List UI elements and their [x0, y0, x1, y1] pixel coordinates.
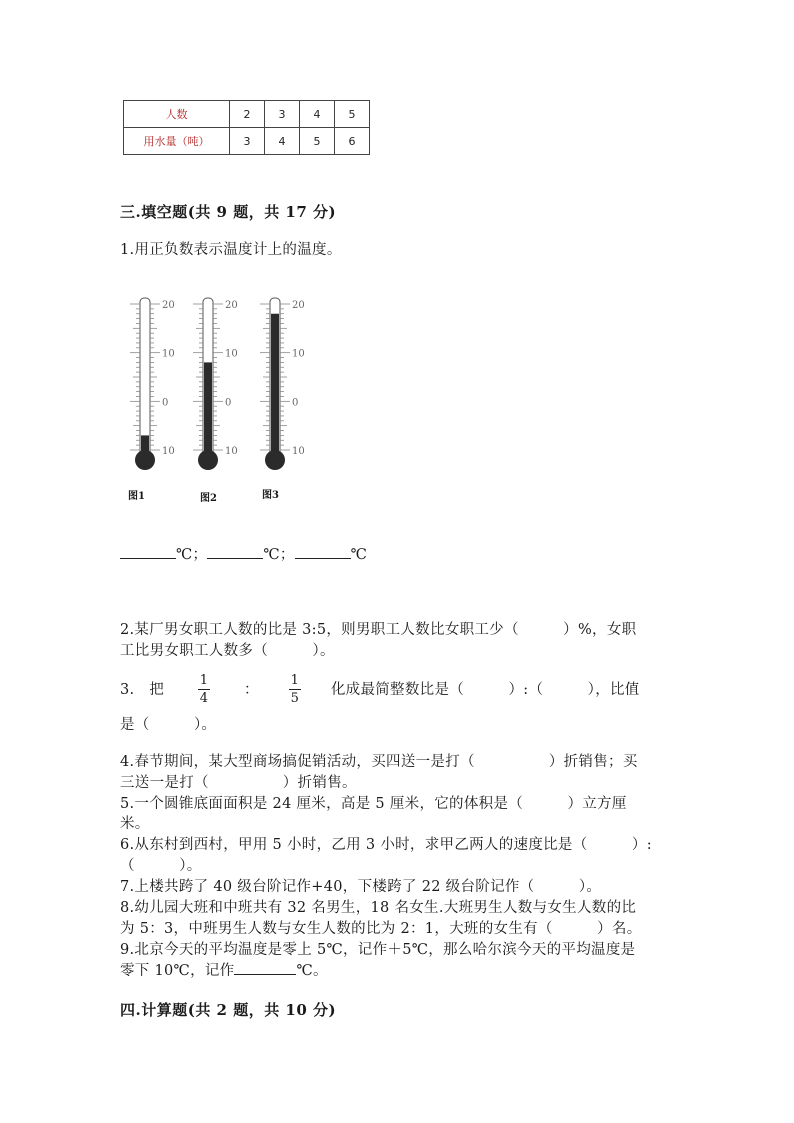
- thermometer-scale-label: 10: [292, 446, 305, 457]
- question-4-line-1: 4.春节期间，某大型商场搞促销活动，买四送一是打（ ）折销售；买: [120, 754, 638, 770]
- thermometer-bulb: [265, 450, 285, 470]
- table-row: [124, 128, 370, 155]
- thermometer-scale-label: 0: [292, 397, 299, 409]
- table-cell: 2: [230, 101, 265, 128]
- thermometer-scale-label: 20: [292, 300, 305, 311]
- fraction-denominator: 4: [199, 691, 209, 706]
- question-3-prefix: 3. 把: [120, 681, 165, 698]
- thermometer-scale-label: 10: [162, 348, 175, 360]
- thermometer-label: 图3: [262, 490, 279, 501]
- answer-blank[interactable]: [234, 960, 296, 975]
- unit-label: ℃；: [176, 547, 208, 563]
- section-title: 四.计算题(共 2 题，共 10 分): [120, 1001, 337, 1019]
- question-5-line-1: 5.一个圆锥底面面积是 24 厘米，高是 5 厘米，它的体积是（ ）立方厘: [120, 796, 627, 812]
- thermometer-bulb: [135, 450, 155, 470]
- question-1-text: 1.用正负数表示温度计上的温度。: [120, 242, 342, 258]
- question-9-prefix: 零下 10℃，记作: [120, 963, 235, 979]
- thermometer-scale-label: 10: [225, 348, 238, 360]
- question-6-line-1: 6.从东村到西村，甲用 5 小时，乙用 3 小时，求甲乙两人的速度比是（ ）:: [120, 837, 652, 853]
- table-cell: 6: [335, 128, 370, 155]
- ratio-colon: ：: [244, 681, 259, 698]
- fraction-numerator: 1: [199, 673, 209, 688]
- thermometer-scale-label: 10: [162, 446, 175, 457]
- question-4-line-2: 三送一是打（ ）折销售。: [120, 775, 357, 791]
- answer-blank[interactable]: [207, 544, 263, 559]
- question-6-line-2: （ ）。: [120, 858, 202, 874]
- thermometer-scale-label: 10: [225, 446, 238, 457]
- question-1-answers: [120, 544, 367, 566]
- question-5-line-2: 米。: [120, 816, 150, 832]
- thermometer-tube: [140, 298, 150, 456]
- fraction-numerator: 1: [290, 673, 300, 688]
- thermometers-figure: [120, 290, 340, 510]
- table-cell: 4: [300, 101, 335, 128]
- table-cell: 3: [230, 128, 265, 155]
- table-cell: 4: [265, 128, 300, 155]
- question-7-line-1: 7.上楼共跨了 40 级台阶记作+40，下楼跨了 22 级台阶记作（ ）。: [120, 879, 602, 895]
- thermometer-scale-label: 10: [292, 348, 305, 360]
- unit-label: ℃；: [263, 547, 295, 563]
- question-2-line-2: 工比男女职工人数多（ ）。: [120, 643, 335, 659]
- thermometer-label: 图2: [200, 493, 217, 504]
- fraction-denominator: 5: [290, 691, 300, 706]
- thermometer-1: [130, 298, 175, 470]
- question-9-line-1: 9.北京今天的平均温度是零上 5℃，记作＋5℃，那么哈尔滨今天的平均温度是: [120, 942, 636, 958]
- answer-blank[interactable]: [120, 544, 176, 559]
- answer-blank[interactable]: [295, 544, 351, 559]
- section-title: 三.填空题(共 9 题，共 17 分): [120, 203, 337, 221]
- question-2-line-1: 2.某厂男女职工人数的比是 3:5，则男职工人数比女职工少（ ）%，女职: [120, 622, 637, 638]
- question-8-line-1: 8.幼儿园大班和中班共有 32 名男生，18 名女生.大班男生人数与女生人数的比: [120, 900, 637, 916]
- table-cell: 5: [335, 101, 370, 128]
- thermometer-bulb: [198, 450, 218, 470]
- table-row-header: 用水量（吨）: [124, 128, 230, 155]
- unit-label: ℃: [350, 547, 368, 563]
- thermometer-2: [193, 298, 238, 470]
- fraction-1-4: [198, 673, 210, 706]
- table-row-header: 人数: [124, 101, 230, 128]
- question-3-suffix: 化成最简整数比是（ ）:（ ），比值: [330, 681, 640, 698]
- question-8-line-2: 为 5：3，中班男生人数与女生人数的比为 2：1，大班的女生有（ ）名。: [120, 921, 642, 937]
- water-usage-table: [123, 100, 370, 155]
- thermometer-scale-label: 0: [162, 397, 169, 409]
- thermometer-scale-label: 20: [225, 300, 238, 311]
- table-cell: 5: [300, 128, 335, 155]
- thermometer-label: 图1: [128, 491, 145, 502]
- question-9-suffix: ℃。: [296, 963, 328, 979]
- thermometer-mercury: [271, 314, 279, 460]
- question-9-line-2: [120, 960, 328, 982]
- thermometer-scale-label: 20: [162, 300, 175, 311]
- fraction-1-5: [289, 673, 301, 706]
- thermometer-scale-label: 0: [225, 397, 232, 409]
- table-row: [124, 101, 370, 128]
- question-3-line-1: [120, 673, 640, 706]
- thermometer-mercury: [204, 362, 212, 460]
- question-3-line-2: 是（ ）。: [120, 717, 217, 733]
- table-cell: 3: [265, 101, 300, 128]
- thermometer-3: [260, 298, 305, 470]
